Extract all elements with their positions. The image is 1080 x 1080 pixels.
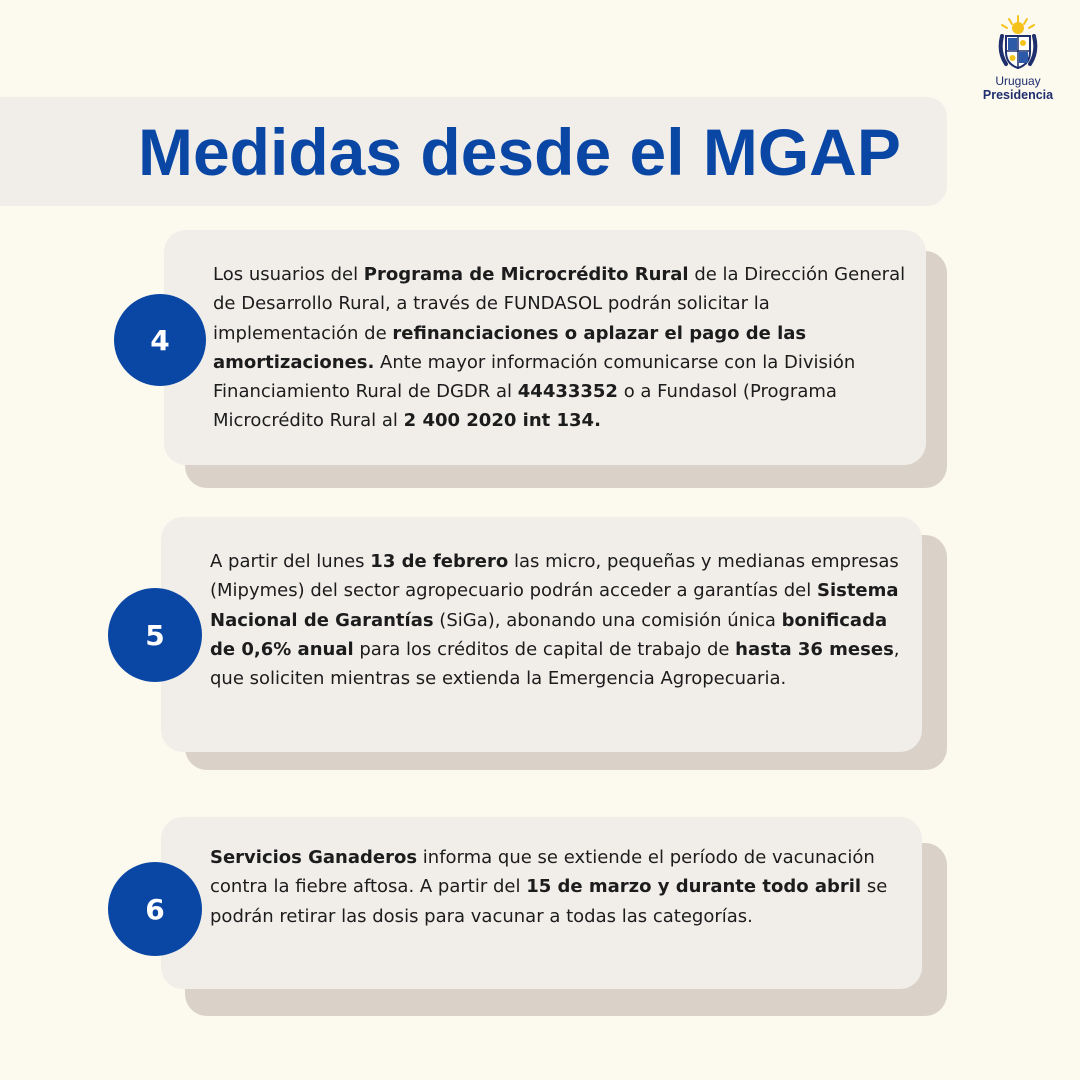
body-text: , que soliciten mientras se extienda la Emergencia Agropecuaria.	[210, 638, 900, 690]
measure-text	[213, 260, 913, 436]
highlighted-text: 44433352	[517, 381, 618, 403]
highlighted-text: bonificada de 0,6% anual	[210, 609, 888, 660]
body-text: se podrán retirar las dosis para vacunar a todas las categorías.	[210, 876, 888, 927]
logo-institution: Presidencia	[982, 88, 1054, 102]
logo-country: Uruguay	[995, 74, 1041, 88]
highlighted-text: 15 de marzo y durante todo abril	[526, 876, 862, 898]
measure-text	[210, 843, 900, 931]
coat-of-arms-icon	[994, 14, 1042, 72]
body-text: Los usuarios del	[213, 264, 364, 285]
measure-number-badge: 6	[108, 862, 202, 956]
highlighted-text: 2 400 2020 int 134.	[403, 410, 601, 432]
page-title: Medidas desde el MGAP	[138, 115, 901, 189]
measure-text	[210, 547, 910, 693]
highlighted-text: refinanciaciones o aplazar el pago de las amortizaciones.	[213, 322, 807, 373]
highlighted-text: Sistema Nacional de Garantías	[210, 580, 899, 631]
presidencia-logo	[968, 14, 1068, 120]
highlighted-text: Servicios Ganaderos	[210, 847, 418, 868]
measure-number-badge: 5	[108, 588, 202, 682]
body-text: para los créditos de capital de trabajo de	[353, 638, 736, 660]
body-text: o a Fundasol (Programa Microcrédito Rural al	[213, 381, 837, 432]
body-text: (SiGa), abonando una comisión única	[433, 609, 782, 631]
highlighted-text: 13 de febrero	[370, 551, 509, 572]
body-text: de la Dirección General de Desarrollo Rural, a través de FUNDASOL podrán solicitar la implementación de	[213, 264, 906, 344]
body-text: las micro, pequeñas y medianas empresas (Mipymes) del sector agropecuario podrán acceder a garantías del	[210, 551, 899, 602]
highlighted-text: hasta 36 meses	[735, 638, 894, 660]
body-text: Ante mayor información comunicarse con la División Financiamiento Rural de DGDR al	[213, 351, 856, 403]
body-text: A partir del lunes	[210, 551, 371, 572]
body-text: informa que se extiende el período de vacunación contra la fiebre aftosa. A partir del	[210, 847, 875, 898]
measure-number-badge: 4	[114, 294, 206, 386]
highlighted-text: Programa de Microcrédito Rural	[363, 264, 689, 285]
